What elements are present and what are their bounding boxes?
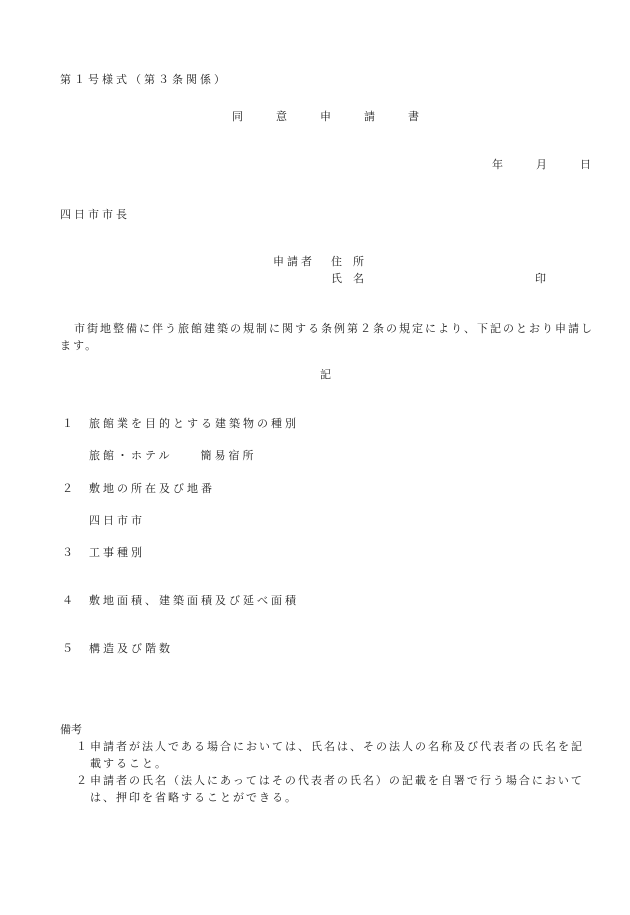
item-number: ４ (62, 594, 73, 607)
date-line (492, 156, 591, 172)
body-text: 市街地整備に伴う旅館建築の規制に関する条例第２条の規定により、下記のとおり申請します。 (60, 322, 594, 352)
item-number: １ (62, 417, 73, 430)
date-year: 年 (492, 158, 503, 171)
item-number: ５ (62, 642, 73, 655)
seal-mark: 印 (535, 272, 546, 285)
ki-heading: 記 (320, 368, 331, 381)
item-label: 敷地の所在及び地番 (89, 482, 215, 495)
note-number: １ (76, 740, 87, 753)
form-number: 第１号様式（第３条関係） (60, 73, 228, 86)
item-label: 工事種別 (89, 546, 145, 559)
item-content: 旅館・ホテル 簡易宿所 (89, 449, 257, 462)
date-day: 日 (580, 158, 591, 171)
note-text: 申請者の氏名（法人にあってはその代表者の氏名）の記載を自署で行う場合においては、押印を省略することができる。 (90, 774, 584, 804)
item-content: 四日市市 (89, 514, 145, 527)
item-number: ２ (62, 482, 73, 495)
document-title (232, 108, 419, 124)
addressee: 四日市市長 (60, 208, 130, 221)
applicant-label: 申請者 (273, 255, 315, 268)
item-label: 旅館業を目的とする建築物の種別 (89, 417, 299, 430)
item-number: ３ (62, 546, 73, 559)
title-char: 同 (232, 110, 243, 123)
applicant-address-label: 住 所 (331, 255, 364, 268)
note-text: 申請者が法人である場合においては、氏名は、その法人の名称及び代表者の氏名を記載すること。 (90, 740, 584, 770)
applicant-name-label: 氏 名 (331, 272, 364, 285)
item-label: 構造及び階数 (89, 642, 173, 655)
note-number: ２ (76, 774, 87, 787)
notes-heading: 備考 (60, 723, 82, 736)
title-char: 意 (276, 110, 287, 123)
title-char: 書 (408, 110, 419, 123)
date-month: 月 (536, 158, 547, 171)
title-char: 申 (320, 110, 331, 123)
item-label: 敷地面積、建築面積及び延べ面積 (89, 594, 299, 607)
title-char: 請 (364, 110, 375, 123)
